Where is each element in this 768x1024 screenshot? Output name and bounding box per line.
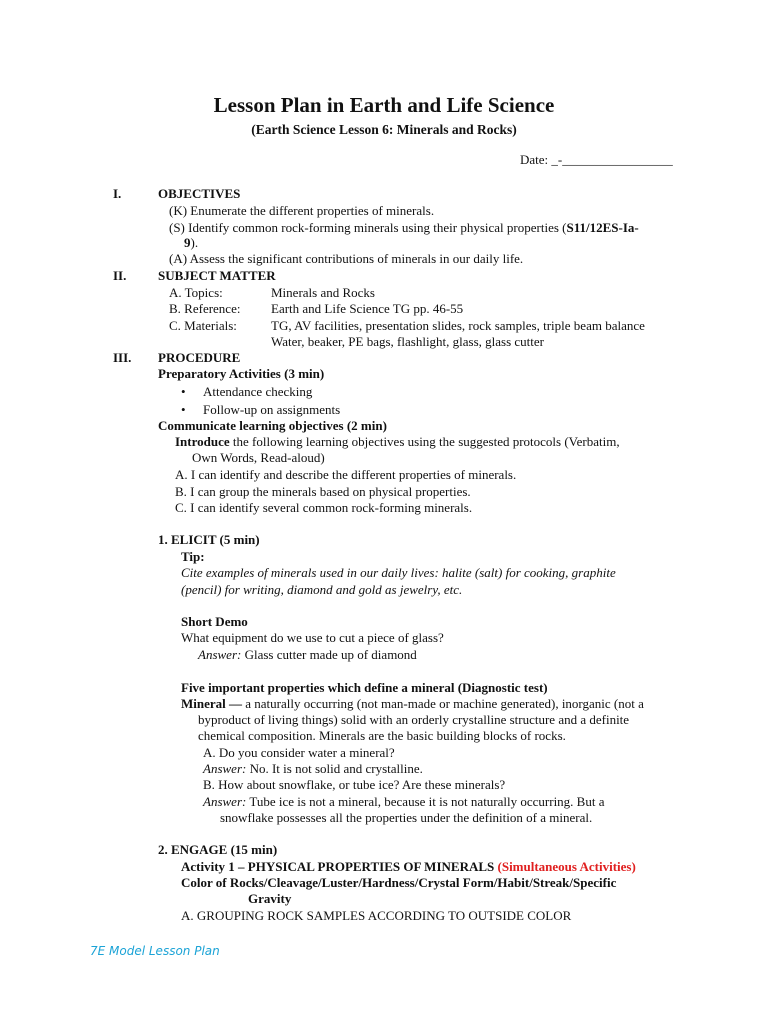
tip-text-line2: (pencil) for writing, diamond and gold as jewelry, etc. (181, 582, 463, 597)
subject-label-topics: A. Topics: (169, 285, 223, 300)
objective-s-cont: 9). (184, 235, 199, 250)
subject-label-materials: C. Materials: (169, 318, 237, 333)
properties-list-cont: Gravity (248, 891, 292, 906)
communicate-heading: Communicate learning objectives (2 min) (158, 418, 387, 433)
objective-k: (K) Enumerate the different properties of minerals. (169, 203, 435, 218)
subject-value-materials-cont: Water, beaker, PE bags, flashlight, glass, glass cutter (271, 334, 545, 349)
question-b: B. How about snowflake, or tube ice? Are these minerals? (203, 777, 506, 792)
objective-s: (S) Identify common rock-forming minerals using their physical properties (S11/12ES-Ia- (169, 220, 639, 235)
learning-objective-b: B. I can group the minerals based on physical properties. (175, 484, 471, 499)
introduce-line: Introduce the following learning objectives using the suggested protocols (Verbatim, (175, 434, 620, 449)
page-subtitle: (Earth Science Lesson 6: Minerals and Rocks) (251, 122, 517, 137)
answer-a: Answer: No. It is not solid and crystalline. (203, 761, 423, 776)
section-number-subject: II. (113, 268, 127, 283)
subject-label-reference: B. Reference: (169, 301, 241, 316)
tip-text-line1: Cite examples of minerals used in our daily lives: halite (salt) for cooking, graphite (181, 565, 616, 580)
engage-heading: 2. ENGAGE (15 min) (158, 842, 278, 857)
objectives-heading: OBJECTIVES (158, 186, 241, 201)
objective-a: (A) Assess the significant contributions of minerals in our daily life. (169, 251, 524, 266)
properties-heading: Five important properties which define a mineral (Diagnostic test) (181, 680, 548, 695)
section-number-objectives: I. (113, 186, 122, 201)
date-field: Date: _-_________________ (520, 152, 673, 167)
introduce-line-cont: Own Words, Read-aloud) (192, 450, 325, 465)
preparatory-heading: Preparatory Activities (3 min) (158, 366, 325, 381)
demo-answer: Answer: Glass cutter made up of diamond (198, 647, 417, 662)
learning-objective-c: C. I can identify several common rock-forming minerals. (175, 500, 473, 515)
procedure-heading: PROCEDURE (158, 350, 241, 365)
bullet-icon: • (181, 384, 186, 399)
short-demo-heading: Short Demo (181, 614, 248, 629)
properties-list: Color of Rocks/Cleavage/Luster/Hardness/Crystal Form/Habit/Streak/Specific (181, 875, 617, 890)
learning-objective-a: A. I can identify and describe the different properties of minerals. (175, 467, 517, 482)
subject-matter-heading: SUBJECT MATTER (158, 268, 276, 283)
subject-value-materials: TG, AV facilities, presentation slides, rock samples, triple beam balance (271, 318, 645, 333)
answer-b: Answer: Tube ice is not a mineral, because it is not naturally occurring. But a (203, 794, 605, 809)
answer-b-cont: snowflake possesses all the properties under the definition of a mineral. (220, 810, 593, 825)
elicit-heading: 1. ELICIT (5 min) (158, 532, 260, 547)
simultaneous-activities-label: (Simultaneous Activities) (497, 859, 636, 874)
section-number-procedure: III. (113, 350, 132, 365)
mineral-definition-line3: chemical composition. Minerals are the basic building blocks of rocks. (198, 728, 566, 743)
activity-item-a: A. GROUPING ROCK SAMPLES ACCORDING TO OUTSIDE COLOR (181, 908, 572, 923)
mineral-definition-line1: Mineral — a naturally occurring (not man-made or machine generated), inorganic (not a (181, 696, 644, 711)
demo-question: What equipment do we use to cut a piece of glass? (181, 630, 444, 645)
mineral-definition-line2: byproduct of living things) solid with an orderly crystalline structure and a definite (198, 712, 630, 727)
subject-value-reference: Earth and Life Science TG pp. 46-55 (271, 301, 464, 316)
list-item: • Follow-up on assignments (181, 402, 341, 417)
tip-label: Tip: (181, 549, 205, 564)
list-item: • Attendance checking (181, 384, 313, 399)
subject-value-topics: Minerals and Rocks (271, 285, 375, 300)
question-a: A. Do you consider water a mineral? (203, 745, 395, 760)
bullet-icon: • (181, 402, 186, 417)
page-title: Lesson Plan in Earth and Life Science (213, 93, 555, 117)
footer-label: 7E Model Lesson Plan (90, 944, 220, 958)
activity-1-heading: Activity 1 – PHYSICAL PROPERTIES OF MINERALS (Simultaneous Activities) (181, 859, 636, 874)
